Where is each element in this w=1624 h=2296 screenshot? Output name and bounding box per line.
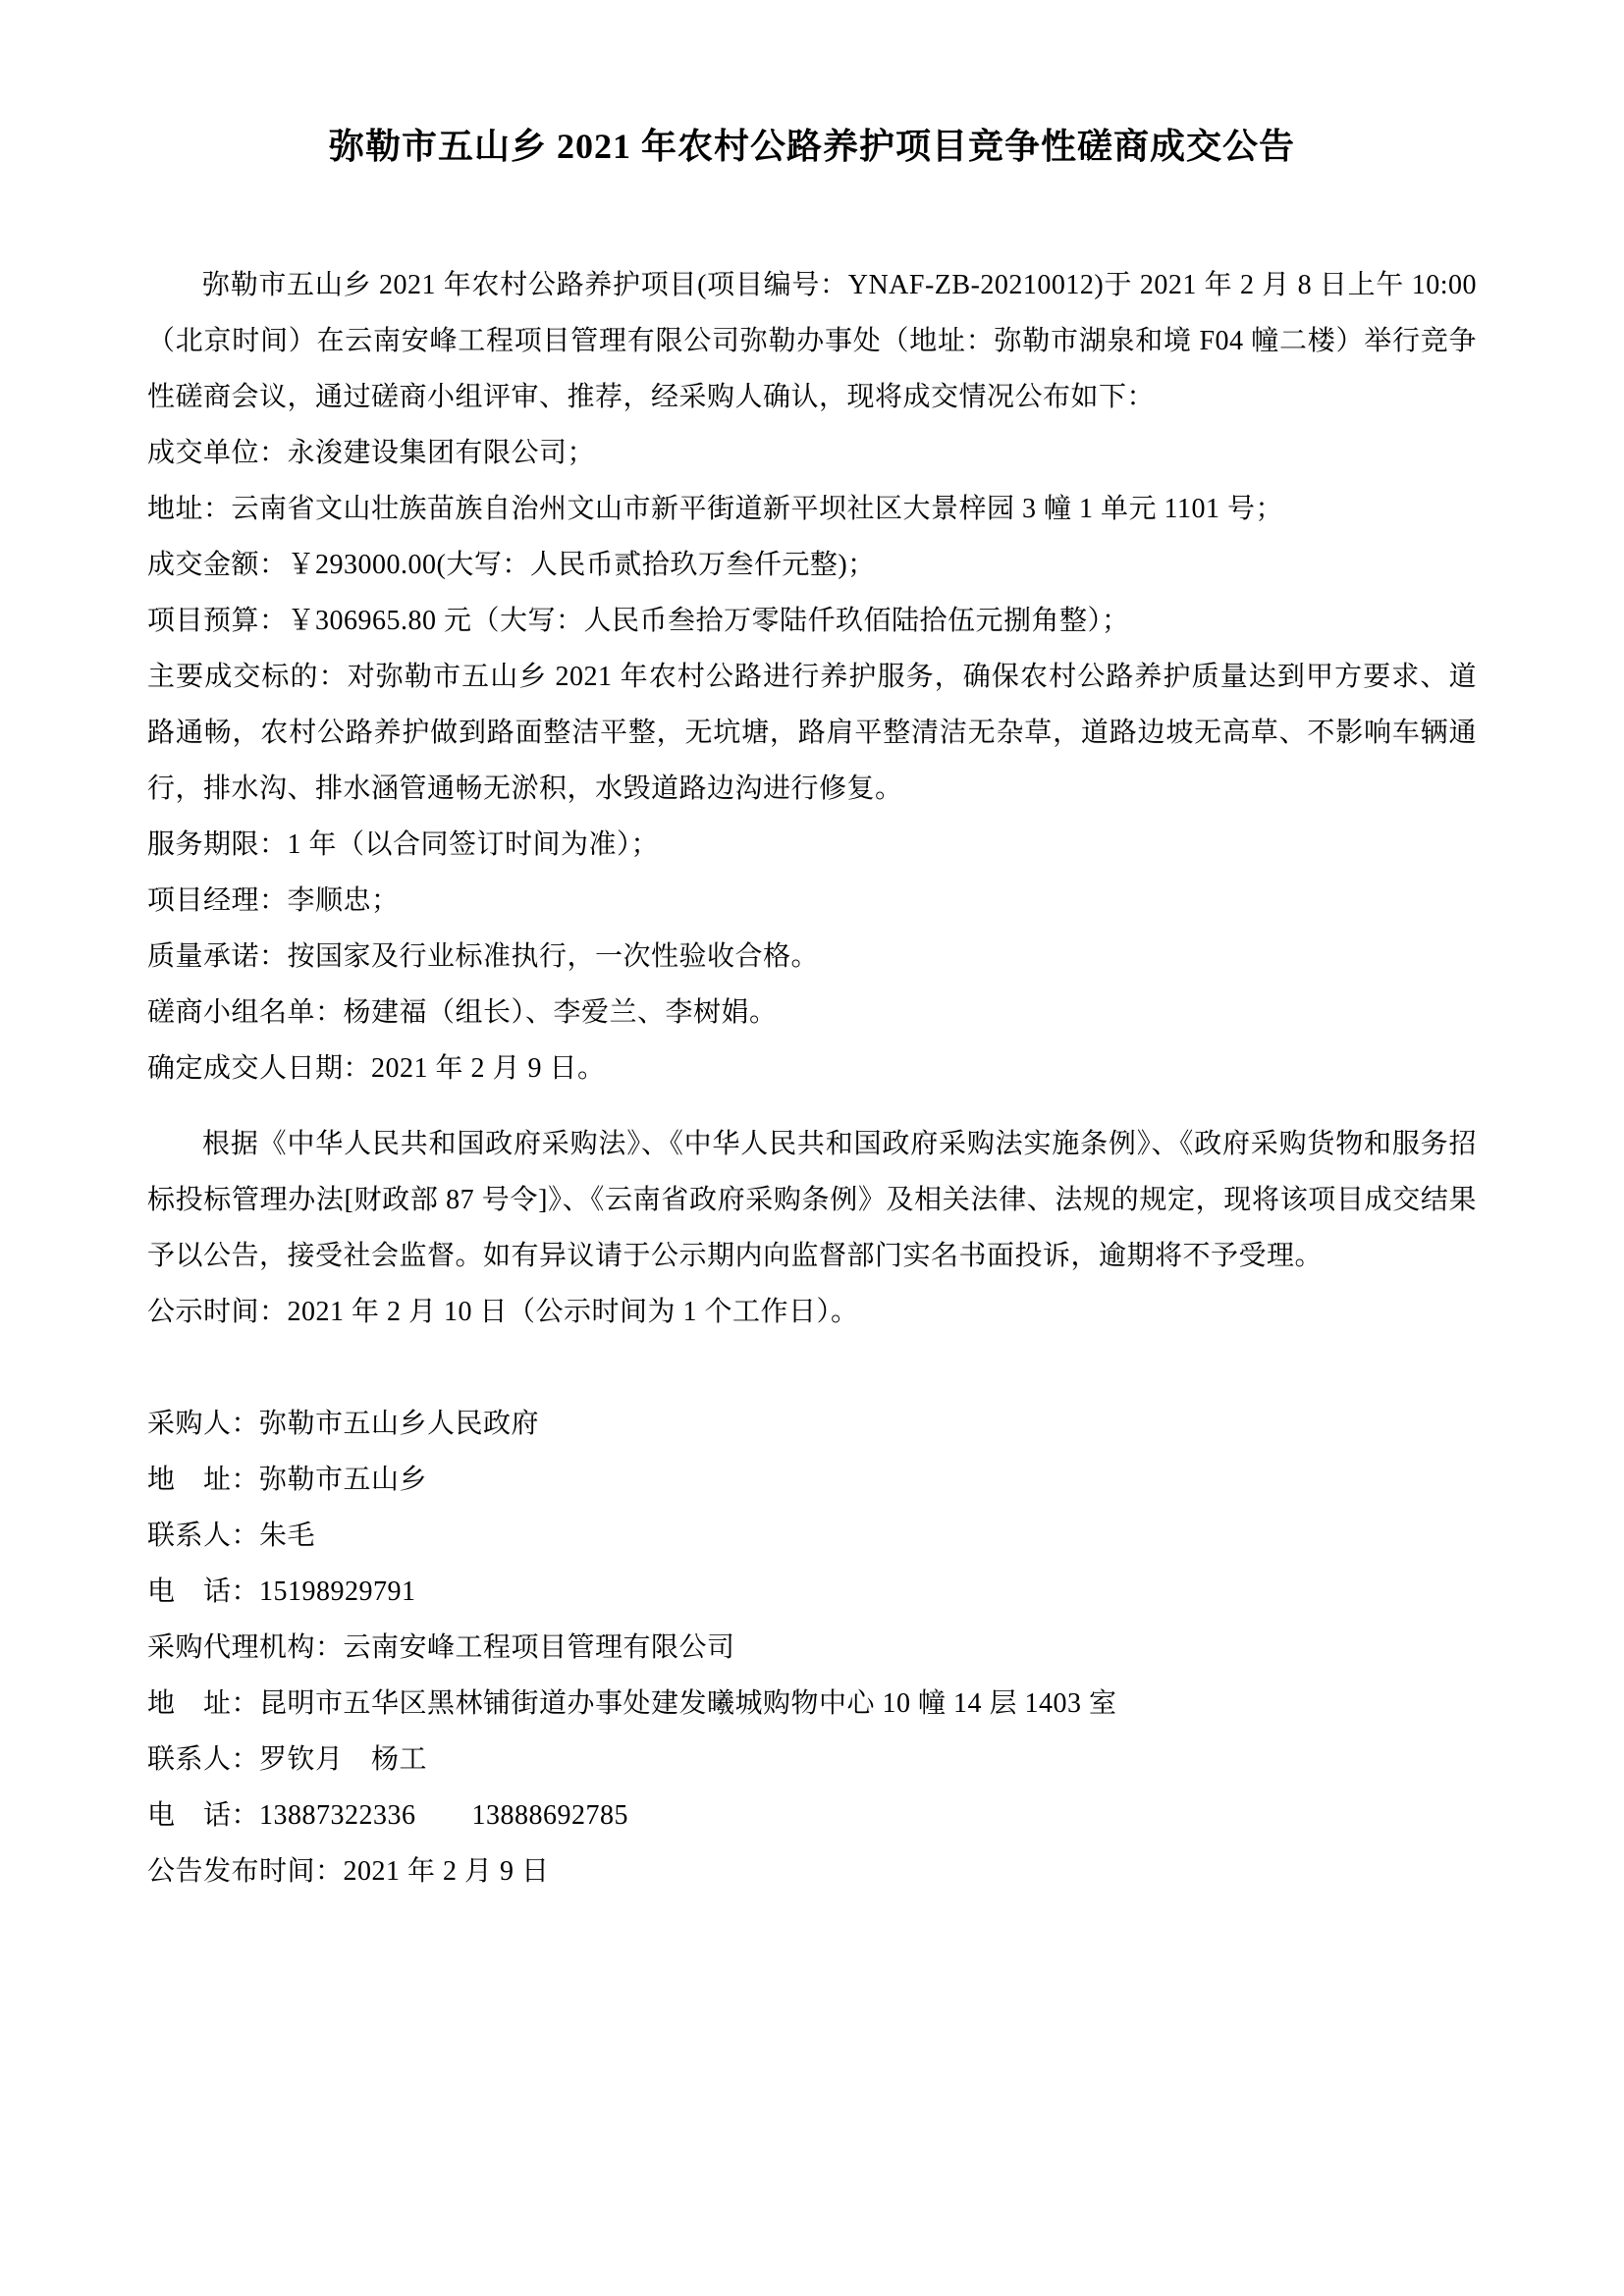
contact-line-purchaser-contact: 联系人：朱毛 [147, 1521, 316, 1551]
result-line-quality-commitment: 质量承诺：按国家及行业标准执行，一次性验收合格。 [147, 941, 820, 972]
document-title: 弥勒市五山乡 2021 年农村公路养护项目竞争性磋商成交公告 [328, 127, 1295, 166]
result-line-service-period: 服务期限：1 年（以合同签订时间为准）； [147, 829, 660, 860]
contact-line-agency-phone: 电 话：13887322336 13888692785 [147, 1800, 629, 1831]
contact-line-publish-date: 公告发布时间：2021 年 2 月 9 日 [147, 1856, 550, 1887]
publicity-time-line: 公示时间：2021 年 2 月 10 日（公示时间为 1 个工作日）。 [147, 1297, 859, 1327]
contact-line-agency: 采购代理机构：云南安峰工程项目管理有限公司 [147, 1632, 735, 1663]
contact-line-purchaser-address: 地 址：弥勒市五山乡 [147, 1465, 428, 1495]
legal-paragraph: 根据《中华人民共和国政府采购法》、《中华人民共和国政府采购法实施条例》、《政府采购货物和服务招标投标管理办法[财政部 87 号令]》、《云南省政府采购条例》及相关法律、法规的规定，现将该项目成交结果予以公告，接受社会监督。如有异议请于公示期内向监督部门实名书面投诉，逾期将不予受理。 [147, 1129, 1477, 1271]
contact-line-agency-address: 地 址：昆明市五华区黑林铺街道办事处建发曦城购物中心 10 幢 14 层 1403 室 [147, 1688, 1117, 1719]
result-line-project-manager: 项目经理：李顺忠； [147, 885, 400, 916]
result-line-award-date: 确定成交人日期：2021 年 2 月 9 日。 [147, 1053, 606, 1084]
contact-line-purchaser-phone: 电 话：15198929791 [147, 1576, 416, 1607]
result-line-award-amount: 成交金额：￥293000.00(大写：人民币贰拾玖万叁仟元整)； [147, 550, 876, 580]
result-line-panel-members: 磋商小组名单：杨建福（组长）、李爱兰、李树娟。 [147, 997, 778, 1028]
result-line-supplier-address: 地址：云南省文山壮族苗族自治州文山市新平街道新平坝社区大景梓园 3 幢 1 单元 1101 号； [147, 494, 1283, 524]
contact-block [147, 1396, 1477, 1899]
contact-line-agency-contact: 联系人：罗钦月 杨工 [147, 1744, 428, 1775]
contact-line-purchaser: 采购人：弥勒市五山乡人民政府 [147, 1409, 540, 1439]
result-line-awarded-supplier: 成交单位：永浚建设集团有限公司； [147, 438, 596, 468]
result-line-project-budget: 项目预算：￥306965.80 元（大写：人民币叁拾万零陆仟玖佰陆拾伍元捌角整）； [147, 606, 1130, 636]
result-line-award-subject: 主要成交标的：对弥勒市五山乡 2021 年农村公路进行养护服务，确保农村公路养护质量达到甲方要求、道路通畅，农村公路养护做到路面整洁平整，无坑塘，路肩平整清洁无杂草，道路边坡无高草、不影响车辆通行，排水沟、排水涵管通畅无淤积，水毁道路边沟进行修复。 [147, 662, 1477, 804]
intro-paragraph: 弥勒市五山乡 2021 年农村公路养护项目(项目编号：YNAF-ZB-20210012)于 2021 年 2 月 8 日上午 10:00（北京时间）在云南安峰工程项目管理有限公司弥勒办事处（地址：弥勒市湖泉和境 F04 幢二楼）举行竞争性磋商会议，通过磋商小组评审、推荐，经采购人确认，现将成交情况公布如下： [147, 270, 1477, 412]
